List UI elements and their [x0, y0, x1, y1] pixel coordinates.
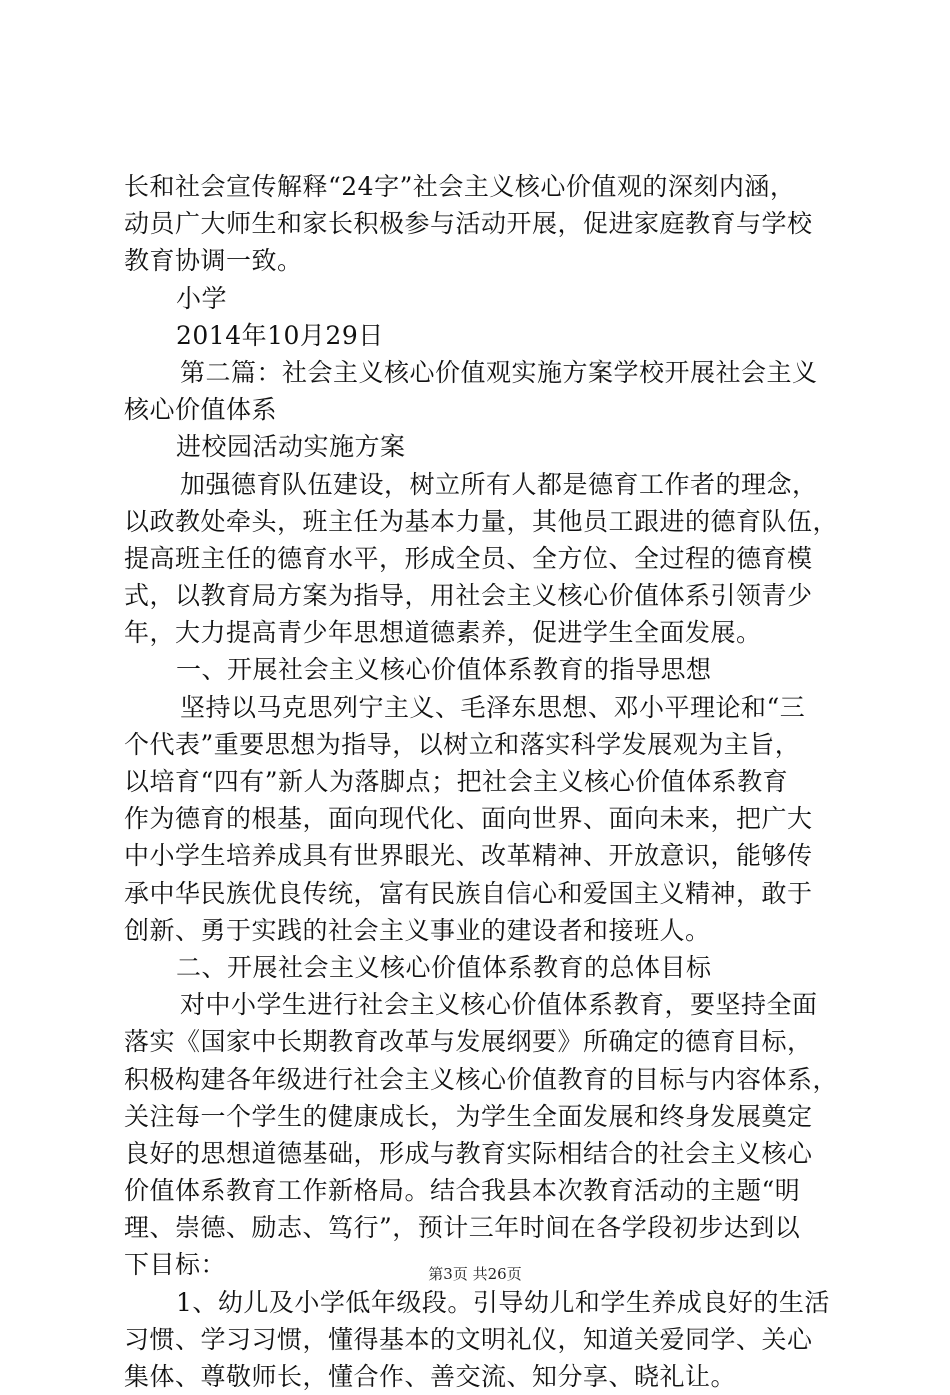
text-line: 价值体系教育工作新格局。结合我县本次教育活动的主题“明	[124, 1176, 801, 1206]
subsection-heading: 一、开展社会主义核心价值体系教育的指导思想	[176, 655, 712, 685]
text-line: 关注每一个学生的健康成长，为学生全面发展和终身发展奠定	[124, 1101, 813, 1131]
text-line: 积极构建各年级进行社会主义核心价值教育的目标与内容体系，	[124, 1064, 839, 1094]
text-line: 长和社会宣传解释“24字”社会主义核心价值观的深刻内涵，	[124, 172, 796, 201]
text-line: 下目标：	[124, 1250, 227, 1280]
text-line: 创新、勇于实践的社会主义事业的建设者和接班人。	[124, 915, 711, 945]
text-line: 教育协调一致。	[124, 246, 303, 276]
text-line: 理、崇德、励志、笃行”，预计三年时间在各学段初步达到以	[124, 1213, 801, 1243]
list-item-heading: 1、幼儿及小学低年级段。引导幼儿和学生养成良好的生活	[176, 1287, 830, 1317]
text-line: 中小学生培养成具有世界眼光、改革精神、开放意识，能够传	[124, 841, 813, 871]
document-date: 2014年10月29日	[176, 320, 384, 350]
text-line: 加强德育队伍建设，树立所有人都是德育工作者的理念，	[180, 469, 818, 499]
text-line: 习惯、学习习惯，懂得基本的文明礼仪，知道关爱同学、关心	[124, 1324, 813, 1354]
section-heading-continued: 核心价值体系	[124, 395, 278, 425]
text-line: 个代表”重要思想为指导，以树立和落实科学发展观为主旨，	[124, 729, 801, 759]
text-line: 以政教处牵头，班主任为基本力量，其他员工跟进的德育队伍，	[124, 506, 839, 536]
section-subtitle: 进校园活动实施方案	[176, 432, 406, 462]
text-line: 年，大力提高青少年思想道德素养，促进学生全面发展。	[124, 618, 762, 648]
text-line: 承中华民族优良传统，富有民族自信心和爱国主义精神，敢于	[124, 878, 813, 908]
document-body	[124, 168, 839, 1395]
text-line: 落实《国家中长期教育改革与发展纲要》所确定的德育目标，	[124, 1027, 813, 1057]
text-line: 对中小学生进行社会主义核心价值体系教育，要坚持全面	[180, 990, 818, 1020]
text-line: 集体、尊敬师长，懂合作、善交流、知分享、晓礼让。	[124, 1362, 737, 1391]
text-line: 动员广大师生和家长积极参与活动开展，促进家庭教育与学校	[124, 209, 813, 239]
text-line: 坚持以马克思列宁主义、毛泽东思想、邓小平理论和“三	[180, 692, 806, 722]
text-line: 提高班主任的德育水平，形成全员、全方位、全过程的德育模	[124, 543, 813, 573]
school-name: 小学	[176, 283, 228, 313]
text-line: 良好的思想道德基础，形成与教育实际相结合的社会主义核心	[124, 1138, 813, 1168]
page-number-footer: 第3页 共26页	[428, 1265, 522, 1283]
subsection-heading: 二、开展社会主义核心价值体系教育的总体目标	[176, 952, 712, 982]
section-heading: 第二篇：社会主义核心价值观实施方案学校开展社会主义	[180, 357, 818, 387]
text-line: 以培育“四有”新人为落脚点；把社会主义核心价值体系教育	[124, 767, 789, 796]
text-line: 作为德育的根基，面向现代化、面向世界、面向未来，把广大	[124, 804, 813, 834]
text-line: 式，以教育局方案为指导，用社会主义核心价值体系引领青少	[124, 581, 813, 611]
